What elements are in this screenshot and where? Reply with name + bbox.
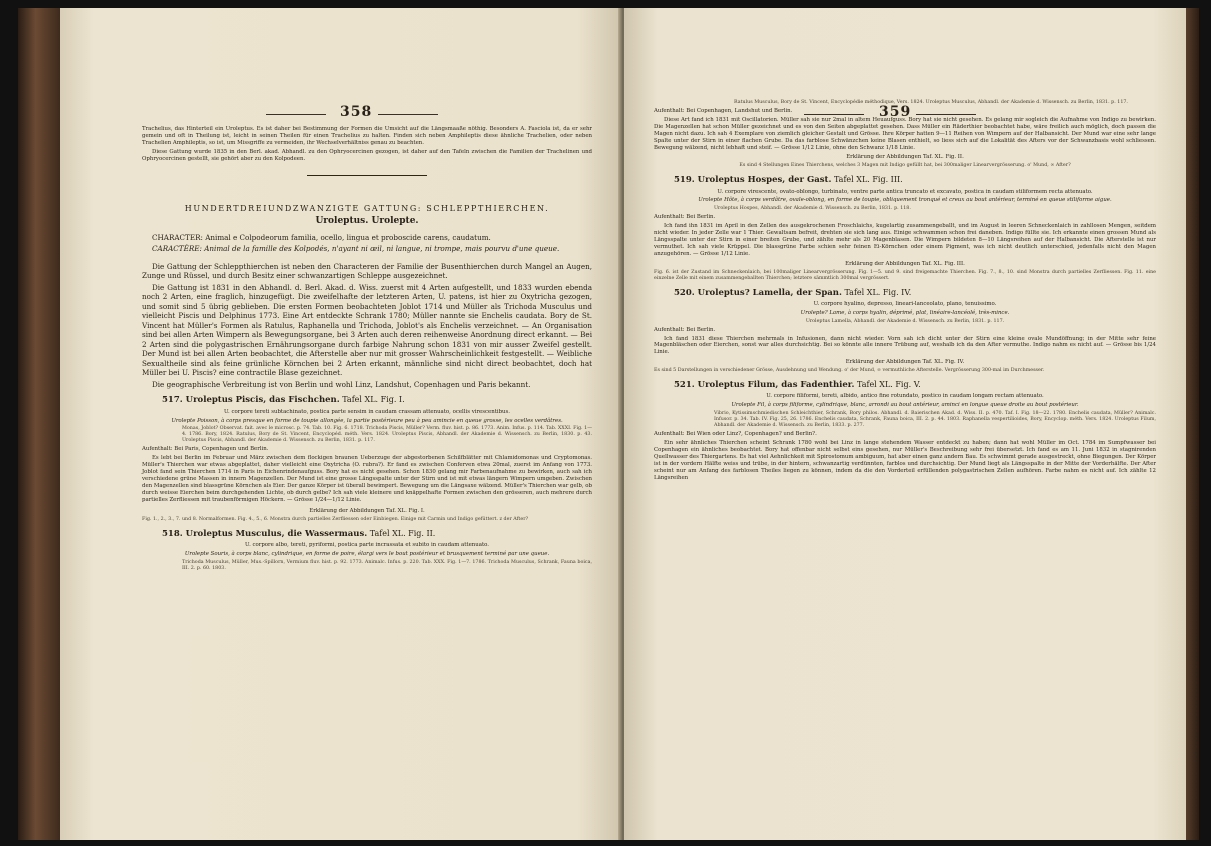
- page-number-rule-left-a: [266, 114, 326, 115]
- species-519-explanation: Fig. 6. ist der Zustand im Schneckenlaich, bei 100maliger Linearvergrösserung. Fig. 1—5. und 9. sind freigemachte Thierchen. Fig. 7., 8., 10. sind Monstra durch partielles Zerfliessen. Fig. 11. eine einzelne Zelle mit einem zusammengeballten Thierchen; letztere sämmtlich 300mal vergrössert.: [654, 269, 1156, 281]
- species-517-title: 517. Uroleptus Piscis, das Fischchen.: [162, 395, 340, 406]
- species-519-latin: U. corpore virescente, ovato-oblongo, turbinato, ventre parte antica truncato et excavato, postica in caudam stiliformem recta attenuato.: [717, 188, 1093, 195]
- species-518-heading: [162, 529, 592, 540]
- page-number-right: 359: [879, 104, 912, 120]
- species-520-plate: Tafel XL. Fig. IV.: [844, 287, 912, 297]
- page-number-left: 358: [340, 104, 373, 120]
- book-cover-left-edge: [18, 8, 62, 840]
- species-520-habitat: Aufenthalt: Bei Berlin.: [654, 326, 716, 333]
- species-520-heading: [674, 288, 1156, 299]
- species-521-heading: [674, 380, 1156, 391]
- species-520-explanation: Es sind 5 Darstellungen in verschiedener Grösse, Ausdehnung und Wendung. o' der Mund, ∞ vermuthliche Afterstelle. Vergrösserung 300-mal im Durchmesser.: [654, 368, 1045, 374]
- genus-heading: HUNDERTDREIUNDZWANZIGTE GATTUNG: SCHLEPPTHIERCHEN.: [184, 203, 550, 213]
- species-519-habitat: Aufenthalt: Bei Berlin.: [654, 214, 716, 221]
- species-517-synonyms: Monas, Joblot? Observat. fait. avec le microsc. p. 74. Tab. 10. Fig. 6. 1718. Trichoda Piscis, Müller? Verm. fluv. hist. p. 86. 1773. Anim. Infus. p. 114. Tab. XXXI. Fig. 1—4. 1786. Bory, 1824. Ratulus, Bory de St. Vincent, Encyclopéd. méth. Vers. 1824. Uroleptus Piscis, Abhandl. der Akademie d. Wissensch. zu Berlin, 1830. p. 43. Uroleptus Piscis, Abhandl. der Akademie d. Wissensch. zu Berlin, 1831. p. 117.: [182, 426, 592, 444]
- species-521-plate: Tafel XL. Fig. V.: [857, 380, 921, 390]
- species-519-french: Urolepte Hôte, à corps verdâtre, ovale-oblong, en forme de toupie, obliquement tronqué et creux au bout antérieur, terminé en queue stiliforme aigue.: [698, 197, 1112, 204]
- species-520-description: Ich fand 1831 diese Thierchen mehrmals in Infusionen, dann nicht wieder. Vorn sah ich dicht unter der Stirn eine kleine ovale Mundöffnung; in der Mitte sehr feine Magenbläschen oder Eierchen, sonst war alles durchsichtig. Bei so könnte alle innere Trübung auf, weshalb ich da den After vermuthe. Indigo nahm es nicht auf. — Grösse bis 1/24 Linie.: [654, 335, 1156, 356]
- species-517-heading: [162, 395, 592, 406]
- intro-paragraph: Trachelius, das Hinterteil ein Uroleptus. Es ist daher bei Bestimmung der Formen die Umsicht auf die Längsmaaße nöthig. Besonders A. Fasciola ist, da er sehr gemein und oft in Theilung ist, leicht in seinen Theilen für einen Trachelius zu halten. Finden sich neben Amphileptis diese ähnliche Trachelien, oder neben Trachelien Amphileptis, so ist, um Missgriffe zu vermeiden, ihr Wechselverhältniss genau zu beachten.: [142, 126, 592, 146]
- page-number-rule-left-b: [378, 114, 438, 115]
- genus-paragraph: Die geographische Verbreitung ist von Berlin und wohl Linz, Landshut, Copenhagen und Paris bekannt.: [152, 379, 531, 389]
- species-518-explanation-heading: Erklärung der Abbildungen Taf. XL. Fig. II.: [846, 154, 964, 161]
- genus-name: Uroleptus. Urolepte.: [315, 216, 419, 227]
- species-518-latin: U. corpore albo, tereti, pyriformi, postica parte incrassata et subito in caudam attenuato.: [245, 541, 489, 548]
- species-517-plate: Tafel XL. Fig. I.: [342, 395, 405, 405]
- species-521-habitat: Aufenthalt: Bei Wien oder Linz?, Copenhagen? und Berlin?.: [654, 431, 817, 438]
- species-517-explanation-heading: Erklärung der Abbildungen Taf. XL. Fig. I.: [309, 507, 425, 514]
- species-518-french: Urolepte Souris, à corps blanc, cylindrique, en forme de poire, élargi vers le bout postérieur et brusquement terminé par une queue.: [184, 550, 550, 557]
- species-519-heading: [674, 175, 1156, 186]
- species-518-habitat: Aufenthalt: Bei Copenhagen, Landshut und Berlin.: [654, 107, 793, 114]
- species-517-french: Urolepte Poisson, à corps presque en forme de toupie allongée, la partie postérieure peu à peu amincie en queue grosse, les ocelles verdâtres.: [171, 417, 563, 424]
- species-517-description: Es lebt bei Berlin im Februar und März zwischen dem flockigen braunen Ueberzuge der abgestorbenen Schilfblätter mit Chlamidomonas und Cryptomonas. Müller's Thierchen war etwas abgeplattet, daher vielleicht eine Oxytricha (O. rubra?). Er fand es zwischen Conferven etwa 20mal, zuerst im Anfang von 1773. Joblot fand sein Thierchen 1714 in Paris in Eichenrindenaufguss. Bory hat es nicht gesehen. Schon 1830 gelang mir Farbenaufnahme zu bewirken, auch sah ich verschiedene grüne Massen in innern Magenzellen. Der Mund ist eine grosse Längsspalte unter der Stirn und ist mit etwas längern Wimpern umgeben. Zwischen den Magenzellen sind blassgrüne Körnchen als Eier. Der ganze Körper ist überall bewimpert. Bewegung um die Längsaxe wälzend. Müller's Thierchen war gelb, ob durch weisse Eierchen beim durchgehenden Lichte, ob durch gelbe? Ich sah viele kleinere und knäppelhafte Formen zwischen den grösseren, auch mehrere durch partielles Zerfliessen mit traubenförmigen Höckern. — Grösse 1/24—1/12 Linie.: [142, 455, 592, 503]
- species-519-description: Ich fand ihn 1831 im April in den Zellen des ausgekrochenen Froschlaichs, kugelartig zusammengeballt, und im August in leeren Schneckenlaich in zahllosen Mengen, seitdem nicht wieder. In jeder Zelle war 1 Thier. Gewaltsam befreit, drehten sie sich lang aus. Einige schwammen schon frei daneben. Indigo füllte sie. Ich erkannte einen grossen Mund als Längsspalte unter der Stirn in einer breiten Grube, und zählte mehr als 20 Magenblasen. Die Wimpern bildeten 8—10 Längsreihen auf der Halbansicht. Die Afterstelle ist nur vermuthet. Ich sah viele Krüppel. Die blassgrüne Farbe schien sehr feinen Ei-Körnchen oder einem Pigment, was ich nicht deutlich unterschied, jedenfalls nicht den Magen anzugehören. — Grösse 1/12 Linie.: [654, 223, 1156, 257]
- left-page-content: [142, 126, 592, 820]
- character-latin: CHARACTER: Animal e Colpodeorum familia, ocello, lingua et proboscide carens, caudatum.: [152, 232, 491, 242]
- section-divider: [307, 175, 427, 176]
- species-520-title: 520. Uroleptus? Lamella, der Span.: [674, 287, 842, 298]
- species-518-description: Diese Art fand ich 1831 mit Oscillatorien. Müller sah sie nur 2mal in altem Heuaufguss. Bory hat sie nicht gesehen. Es gelang mir sogleich die Aufnahme von Indigo zu bewirken. Die Magenzellen hat schon Müller gezeichnet und es von den Seiten abgeplattet gesehen. Dass Müller ein Räderthier beobachtet habe, wäre freilich auch möglich, doch passen die Magen nicht dazu. Ich sah 4 Exemplare von ziemlich gleicher Gestalt und Grösse. Ihre Körper hatten 9—11 Reihen von Wimpern auf der Halbansicht. Der Mund war eine sehr lange Spalte unter der Stirn in einer flachen Grube. Da das farblose Schwänzchen keine Blasen enthielt, so liess sich auf die Lokalität des Afters vor der Schwanzbasis wohl schliessen. Bewegung wälzend, nicht lebhaft und steif. — Grösse 1/12 Linie, ohne den Schwanz 1/18 Linie.: [654, 116, 1156, 151]
- species-519-plate: Tafel XL. Fig. III.: [833, 175, 903, 185]
- right-page-content: [654, 100, 1156, 820]
- species-518-title: 518. Uroleptus Musculus, die Wassermaus.: [162, 528, 368, 539]
- species-521-french: Urolepte Fil, à corps filiforme, cylindrique, blanc, arrondi au bout antérieur, aminci en longue queue droite au bout postérieur.: [731, 402, 1079, 409]
- species-520-explanation-heading: Erklärung der Abbildungen Taf. XL. Fig. IV.: [845, 359, 965, 366]
- right-page: [624, 8, 1186, 840]
- species-518-synonyms-cont: Ratulus Musculus, Bory de St. Vincent, Encyclopédie méthodique, Vers. 1824. Uroleptus Musculus, Abhandl. der Akademie d. Wissensch. zu Berlin, 1831. p. 117.: [734, 100, 1128, 105]
- species-520-synonyms: Uroleptus Lamella, Abhandl. der Akademie d. Wissensch. zu Berlin, 1831. p. 117.: [805, 318, 1005, 324]
- species-518-explanation: Es sind 4 Stellungen Eines Thierchens, welches 3 Magen mit Indigo gefüllt hat, bei 300maliger Linearvergrösserung. o' Mund, ∞ After?: [739, 163, 1071, 169]
- species-517-latin: U. corpore tereti subtachinato, postica parte sensim in caudam crassam attenuato, ocellis virescentibus.: [224, 408, 510, 415]
- species-517-habitat: Aufenthalt: Bei Paris, Copenhagen und Berlin.: [142, 446, 269, 453]
- species-518-plate: Tafel XL. Fig. II.: [369, 528, 436, 538]
- book-cover-right-edge: [1185, 8, 1199, 840]
- species-521-title: 521. Uroleptus Filum, das Fadenthier.: [674, 380, 855, 391]
- left-page: [60, 8, 622, 840]
- species-521-description: Ein sehr ähnliches Thierchen scheint Schrank 1780 wohl bei Linz in lange stehendem Wasser entdeckt zu haben; dann hat wohl Müller im Oct. 1784 im Sumpfwasser bei Copenhagen ein ähnliches beobachtet. Bory hat offenbar nicht selbst eins gesehen, nur Müller's Beschreibung sehr frei übersetzt. Ich fand es am 11. Juni 1832 in stagnirenden Quellwasser des Thiergartens. Es hat viel Aehnlichkeit mit Spirostomum ambiguum, hat aber einen ganz andern Bau. Es schwimmt gerade ausgestreckt, ohne Biegungen. Der Körper ist in der vordern Hälfte weiss und trübe, in der hintern, schwanzartig verdünnten, farblos und durchsichtig. Der Mund liegt als Längsspalte in der Mitte der Vorderhälfte. Der After scheint nur am Anfang des farblosen Theiles liegen zu können, indem da die den Vorderteil erfüllenden polygastrischen Zellen aufhören. Farbe nahm es nicht auf. Ich zählte 12 Längsreihen: [654, 440, 1156, 481]
- species-520-latin: U. corpore hyalino, depresso, lineari-lanceolato, plano, tenuissimo.: [813, 300, 997, 307]
- species-520-french: Urolepte? Lame, à corps hyalin, déprimé, plat, linéaire-lancéolé, très-mince.: [800, 309, 1010, 316]
- genus-paragraph: Die Gattung der Schleppthierchen ist neben den Characteren der Familie der Busenthierchen durch Mangel an Augen, Zunge und Rüssel, und durch Besitz einer schwanzartigen Schleppe ausgezeichnet.: [142, 261, 592, 281]
- species-519-title: 519. Uroleptus Hospes, der Gast.: [674, 175, 832, 186]
- species-521-latin: U. corpore filiformi, tereti, albido, antico fine rotundato, postico in caudam longam rectam attenuato.: [766, 393, 1044, 400]
- character-french: CARACTÈRE: Animal de la famille des Kolpodés, n'ayant ni œil, ni langue, ni trompe, mais pourvu d'une queue.: [152, 244, 560, 254]
- species-519-synonyms: Uroleptus Hospes, Abhandl. der Akademie d. Wissensch. zu Berlin, 1831. p. 118.: [714, 206, 911, 212]
- species-519-explanation-heading: Erklärung der Abbildungen Taf. XL. Fig. III.: [845, 260, 965, 267]
- intro-paragraph: Diese Gattung wurde 1835 in den Berl. akad. Abhandl. zu den Ophryocercinen gezogen, ist daher auf den Tafeln zwischen die Familien der Trachelinen und Ophryocercinen gestellt, sie gehört aber zu den Kolpodeen.: [142, 148, 592, 162]
- species-518-synonyms: Trichoda Musculus, Müller, Mus.-Spillorn, Vermium fluv. hist. p. 92. 1773. Animalc. Infus. p. 220. Tab. XXX. Fig. 1—7. 1786. Trichoda Musculus, Schrank, Fauna boica, III. 2. p. 60. 1803.: [182, 559, 592, 571]
- species-521-synonyms: Vibrio, Kytissimschmiedischen Schleichthier, Schrank, Bory philos. Abhandl. d. Baierischen Akad. d. Wiss. II. p. 470. Taf. I. Fig. 18—22. 1780. Enchelis caudata, Müller? Animalc. Infusor. p. 34. Tab. IV. Fig. 25, 26. 1786. Enchelis caudata, Schrank, Fauna boica, III. 2. p. 44. 1803. Raphanella vespertilioides, Bory, Encyclop. méth. Vers. 1824. Uroleptus Filum, Abhandl. der Akademie d. Wissensch. zu Berlin, 1833. p. 277.: [714, 411, 1156, 429]
- species-517-explanation: Fig. 1., 2., 3., 7. und 8. Normalformen. Fig. 4., 5., 6. Monstra durch partielles Zerfliessen oder Einbiegen. Einige mit Carmin und Indigo gefüttert. z der After?: [142, 516, 529, 522]
- genus-paragraph: Die Gattung ist 1831 in den Abhandl. d. Berl. Akad. d. Wiss. zuerst mit 4 Arten aufgestellt, und 1833 wurden ebenda noch 2 Arten, eine fraglich, hinzugefügt. Die zweifelhafte der letzteren Arten, U. patens, ist hier zu Oxytricha gezogen, und somit sind 5 übrig geblieben. Die ersten Formen beobachteten Joblot 1714 und Müller als Trichoda Musculus und vielleicht Piscis und Delphinus 1773. Eine Art entdeckte Schrank 1780; Müller nannte sie Enchelis caudata. Bory de St. Vincent hat Müller's Formen als Ratulus, Raphanella und Trichoda, Joblot's als Enchelis verzeichnet. — An Organisation sind bei allen Arten Wimpern als Bewegungsorgane, bei 3 Arten auch deren reihenweise Anordnung direct erkannt. — Bei 2 Arten sind die polygastrischen Ernährungsorgane durch farbige Nahrung schon 1831 von mir ausser Zweifel gestellt. Der Mund ist bei allen Arten beobachtet, die Afterstelle aber nur mit grosser Wahrscheinlichkeit festgestellt. — Weibliche Sexualtheile sind als feine grünliche Körnchen bei 2 Arten erkannt, männliche sind nicht direct beobachtet, doch hat Müller bei U. Piscis? eine contractile Blase gezeichnet.: [142, 282, 592, 378]
